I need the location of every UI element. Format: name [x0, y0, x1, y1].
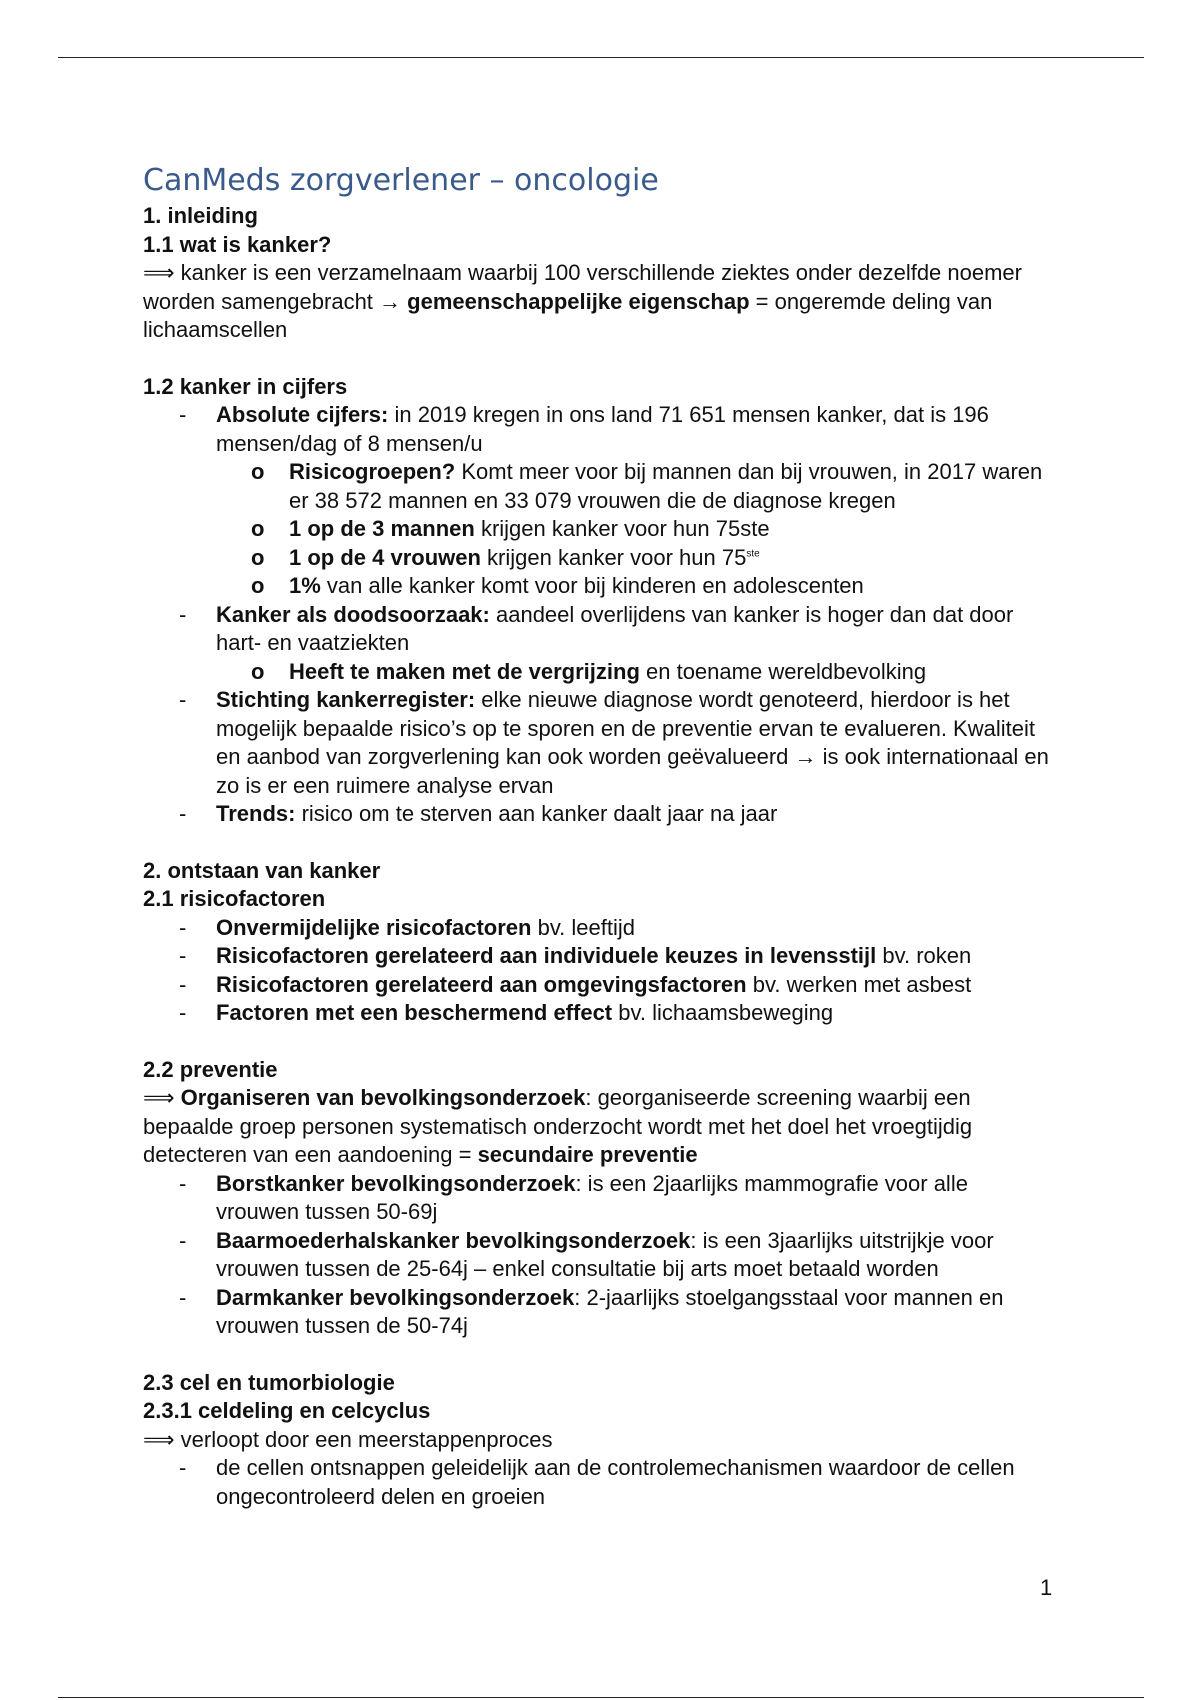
- sub-list-item: o Risicogroepen? Komt meer voor bij mannen dan bij vrouwen, in 2017 waren er 38 572 mannen en 33 079 vrouwen die de diagnose kregen: [251, 459, 1043, 513]
- celcyclus-paragraph: ⟹ verloopt door een meerstappenproces: [143, 1426, 553, 1452]
- list-item: - Risicofactoren gerelateerd aan omgevingsfactoren bv. werken met asbest: [179, 971, 972, 997]
- prevention-paragraph: ⟹ Organiseren van bevolkingsonderzoek: georganiseerde screening waarbij een bepaalde groep personen systematisch onderzocht wordt met het doel het vroegtijdig detecteren van een aandoening = secundaire preventie: [143, 1085, 973, 1167]
- implies-arrow: ⟹: [143, 260, 175, 285]
- intro-paragraph: ⟹ kanker is een verzamelnaam waarbij 100 verschillende ziektes onder dezelfde noemer worden samengebracht → gemeenschappelijke eigenschap = ongeremde deling van lichaamscellen: [143, 260, 1022, 342]
- list-item: - Trends: risico om te sterven aan kanker daalt jaar na jaar: [179, 801, 778, 826]
- heading-1: 1. inleiding: [143, 203, 258, 228]
- list-item: - Baarmoederhalskanker bevolkingsonderzoek: is een 3jaarlijks uitstrijkje voor vrouwen tussen de 25-64j – enkel consultatie bij arts moet betaald worden: [179, 1227, 994, 1281]
- sub-list-item: o 1 op de 3 mannen krijgen kanker voor hun 75ste: [251, 516, 770, 541]
- document-body: [143, 162, 1053, 1511]
- sub-list-item: o Heeft te maken met de vergrijzing en toename wereldbevolking: [251, 658, 927, 684]
- list-item: - Borstkanker bevolkingsonderzoek: is een 2jaarlijks mammografie voor alle vrouwen tussen 50-69j: [179, 1170, 968, 1224]
- sub-list-item: o 1% van alle kanker komt voor bij kinderen en adolescenten: [251, 573, 864, 598]
- heading-2: 2. ontstaan van kanker: [143, 857, 381, 883]
- heading-2-3-1: 2.3.1 celdeling en celcyclus: [143, 1398, 431, 1423]
- heading-2-2: 2.2 preventie: [143, 1056, 278, 1082]
- heading-1-2: 1.2 kanker in cijfers: [143, 373, 348, 399]
- implies-arrow: ⟹: [143, 1426, 175, 1452]
- list-item: - Stichting kankerregister: elke nieuwe diagnose wordt genoteerd, hierdoor is het mogelijk bepaalde risico’s op te sporen en de preventie ervan te evalueren. Kwaliteit en aanbod van zorgverlening kan ook worden geëvalueerd → is ook internationaal en zo is er een ruimere analyse ervan: [179, 687, 1049, 798]
- sub-list-item: o 1 op de 4 vrouwen krijgen kanker voor hun 75ste: [251, 544, 760, 570]
- footer-rule: [58, 1697, 1144, 1698]
- header-rule: [58, 57, 1144, 58]
- list-item: - Darmkanker bevolkingsonderzoek: 2-jaarlijks stoelgangsstaal voor mannen en vrouwen tussen de 50-74j: [179, 1284, 1004, 1338]
- list-item: - Onvermijdelijke risicofactoren bv. leeftijd: [179, 914, 636, 940]
- implies-arrow: ⟹: [143, 1085, 175, 1110]
- list-item: - de cellen ontsnappen geleidelijk aan de controlemechanismen waardoor de cellen ongecontroleerd delen en groeien: [179, 1455, 1015, 1509]
- heading-2-1: 2.1 risicofactoren: [143, 886, 326, 911]
- list-item: - Absolute cijfers: in 2019 kregen in ons land 71 651 mensen kanker, dat is 196 mensen/dag of 8 mensen/u: [179, 402, 989, 456]
- list-item: - Factoren met een beschermend effect bv. lichaamsbeweging: [179, 1000, 834, 1025]
- heading-1-1: 1.1 wat is kanker?: [143, 231, 332, 257]
- heading-2-3: 2.3 cel en tumorbiologie: [143, 1369, 395, 1395]
- page-number: 1: [1040, 1575, 1053, 1600]
- list-item: - Risicofactoren gerelateerd aan individuele keuzes in levensstijl bv. roken: [179, 943, 972, 968]
- document-title: CanMeds zorgverlener – oncologie: [143, 163, 659, 198]
- list-item: - Kanker als doodsoorzaak: aandeel overlijdens van kanker is hoger dan dat door hart- en vaatziekten: [179, 601, 1014, 655]
